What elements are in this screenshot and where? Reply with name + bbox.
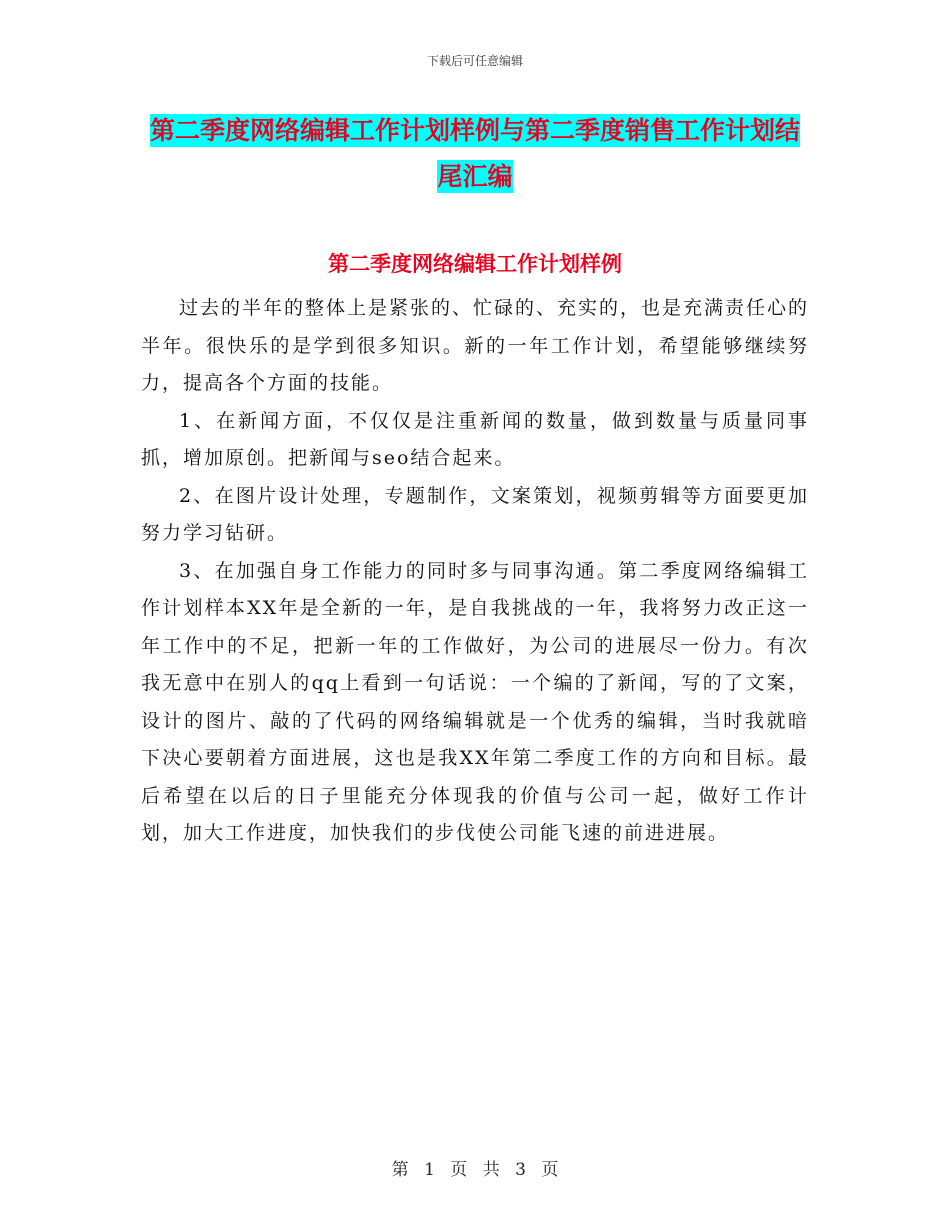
footer-page-number: 1 — [424, 1160, 435, 1180]
paragraph-item-2: 2、在图片设计处理，专题制作，文案策划，视频剪辑等方面要更加努力学习钻研。 — [141, 484, 809, 544]
footer-page-mid: 页 — [450, 1160, 468, 1180]
paragraph-item-1: 1、在新闻方面，不仅仅是注重新闻的数量，做到数量与质量同事抓，增加原创。把新闻与seo结合起来。 — [141, 409, 809, 469]
main-title-text: 第二季度网络编辑工作计划样例与第二季度销售工作计划结尾汇编 — [149, 116, 800, 191]
paragraph-item-3: 3、在加强自身工作能力的同时多与同事沟通。第二季度网络编辑工作计划样本XX年是全新的一年，是自我挑战的一年，我将努力改正这一年工作中的不足，把新一年的工作做好，为公司的进展尽一份力。有次我无意中在别人的qq上看到一句话说：一个编的了新闻，写的了文案，设计的图片、敲的了代码的网络编辑就是一个优秀的编辑，当时我就暗下决心要朝着方面进展，这也是我XX年第二季度工作的方向和目标。最后希望在以后的日子里能充分体现我的价值与公司一起，做好工作计划，加大工作进度，加快我们的步伐使公司能飞速的前进进展。 — [141, 559, 809, 844]
footer-total-suffix: 页 — [541, 1160, 559, 1180]
footer-total-prefix: 共 — [482, 1160, 500, 1180]
footer-page-prefix: 第 — [391, 1160, 409, 1180]
header-note: 下载后可任意编辑 — [426, 54, 523, 68]
paragraph-intro: 过去的半年的整体上是紧张的、忙碌的、充实的，也是充满责任心的半年。很快乐的是学到很多知识。新的一年工作计划，希望能够继续努力，提高各个方面的技能。 — [141, 297, 810, 394]
document-body — [141, 290, 809, 853]
page-footer — [0, 1155, 950, 1180]
main-title — [140, 108, 810, 200]
footer-total-pages: 3 — [515, 1160, 526, 1180]
section-title: 第二季度网络编辑工作计划样例 — [328, 252, 622, 276]
